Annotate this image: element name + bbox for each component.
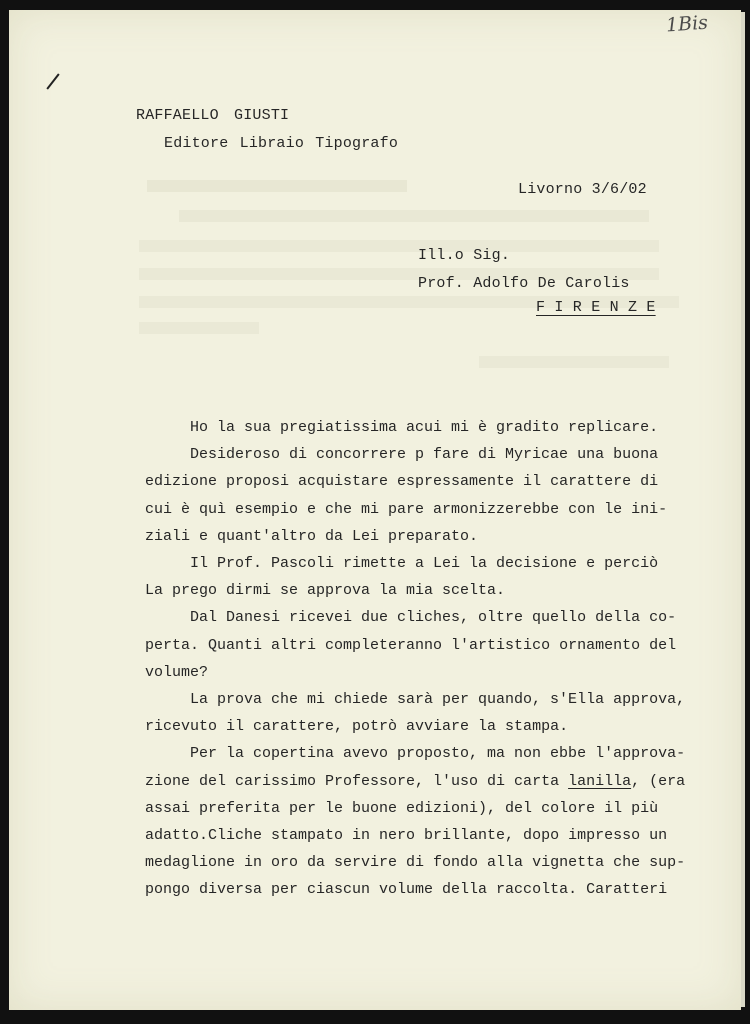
body-line: volume? — [145, 663, 209, 681]
body-line: assai preferita per le buone edizioni), del colore il più — [145, 799, 659, 817]
body-line: medaglione in oro da servire di fondo alla vignetta che sup- — [145, 854, 686, 872]
recipient-salutation: Ill.o Sig. — [418, 247, 511, 264]
underlined-word: lanilla — [568, 772, 632, 790]
body-text: , (era — [631, 772, 686, 790]
letterhead-name: RAFFAELLO GIUSTI — [136, 107, 290, 124]
letterhead-subtitle: Editore Libraio Tipografo — [164, 135, 399, 152]
body-line: Desideroso di concorrere p fare di Myricae una buona — [190, 446, 659, 464]
body-line: pongo diversa per ciascun volume della raccolta. Caratteri — [145, 881, 668, 899]
bleed-through-mark — [147, 180, 407, 192]
body-line: La prego dirmi se approva la mia scelta. — [145, 582, 506, 600]
body-line: adatto.Cliche stampato in nero brillante, dopo impresso un — [145, 827, 668, 845]
body-line: Ho la sua pregiatissima acui mi è gradito replicare. — [190, 419, 659, 436]
body-line: ziali e quant'altro da Lei preparato. — [145, 527, 479, 545]
bleed-through-mark — [479, 356, 669, 368]
body-text: zione del carissimo Professore, l'uso di carta — [145, 772, 569, 790]
bleed-through-mark — [179, 210, 649, 222]
body-line: La prova che mi chiede sarà per quando, s'Ella approva, — [190, 691, 686, 709]
body-line: Il Prof. Pascoli rimette a Lei la decisione e perciò — [190, 555, 659, 573]
body-line: edizione proposi acquistare espressamente il carattere di — [145, 473, 659, 491]
letter-date: Livorno 3/6/02 — [518, 181, 647, 198]
body-line: Dal Danesi ricevei due cliches, oltre quello della co- — [190, 609, 677, 627]
body-line: ricevuto il carattere, potrò avviare la stampa. — [145, 718, 569, 736]
bleed-through-mark — [139, 322, 259, 334]
body-line — [145, 768, 705, 795]
body-line: Per la copertina avevo proposto, ma non ebbe l'approva- — [190, 745, 686, 763]
recipient-city: F I R E N Z E — [536, 299, 656, 316]
body-line: perta. Quanti altri completeranno l'artistico ornamento del — [145, 636, 677, 654]
body-line: cui è quì esempio e che mi pare armonizzerebbe con le ini- — [145, 500, 668, 518]
archive-annotation: 1Bis — [665, 11, 709, 37]
bleed-through-mark — [139, 240, 659, 252]
recipient-name: Prof. Adolfo De Carolis — [418, 275, 630, 292]
letter-body — [145, 414, 705, 904]
page-edge — [741, 12, 745, 1007]
